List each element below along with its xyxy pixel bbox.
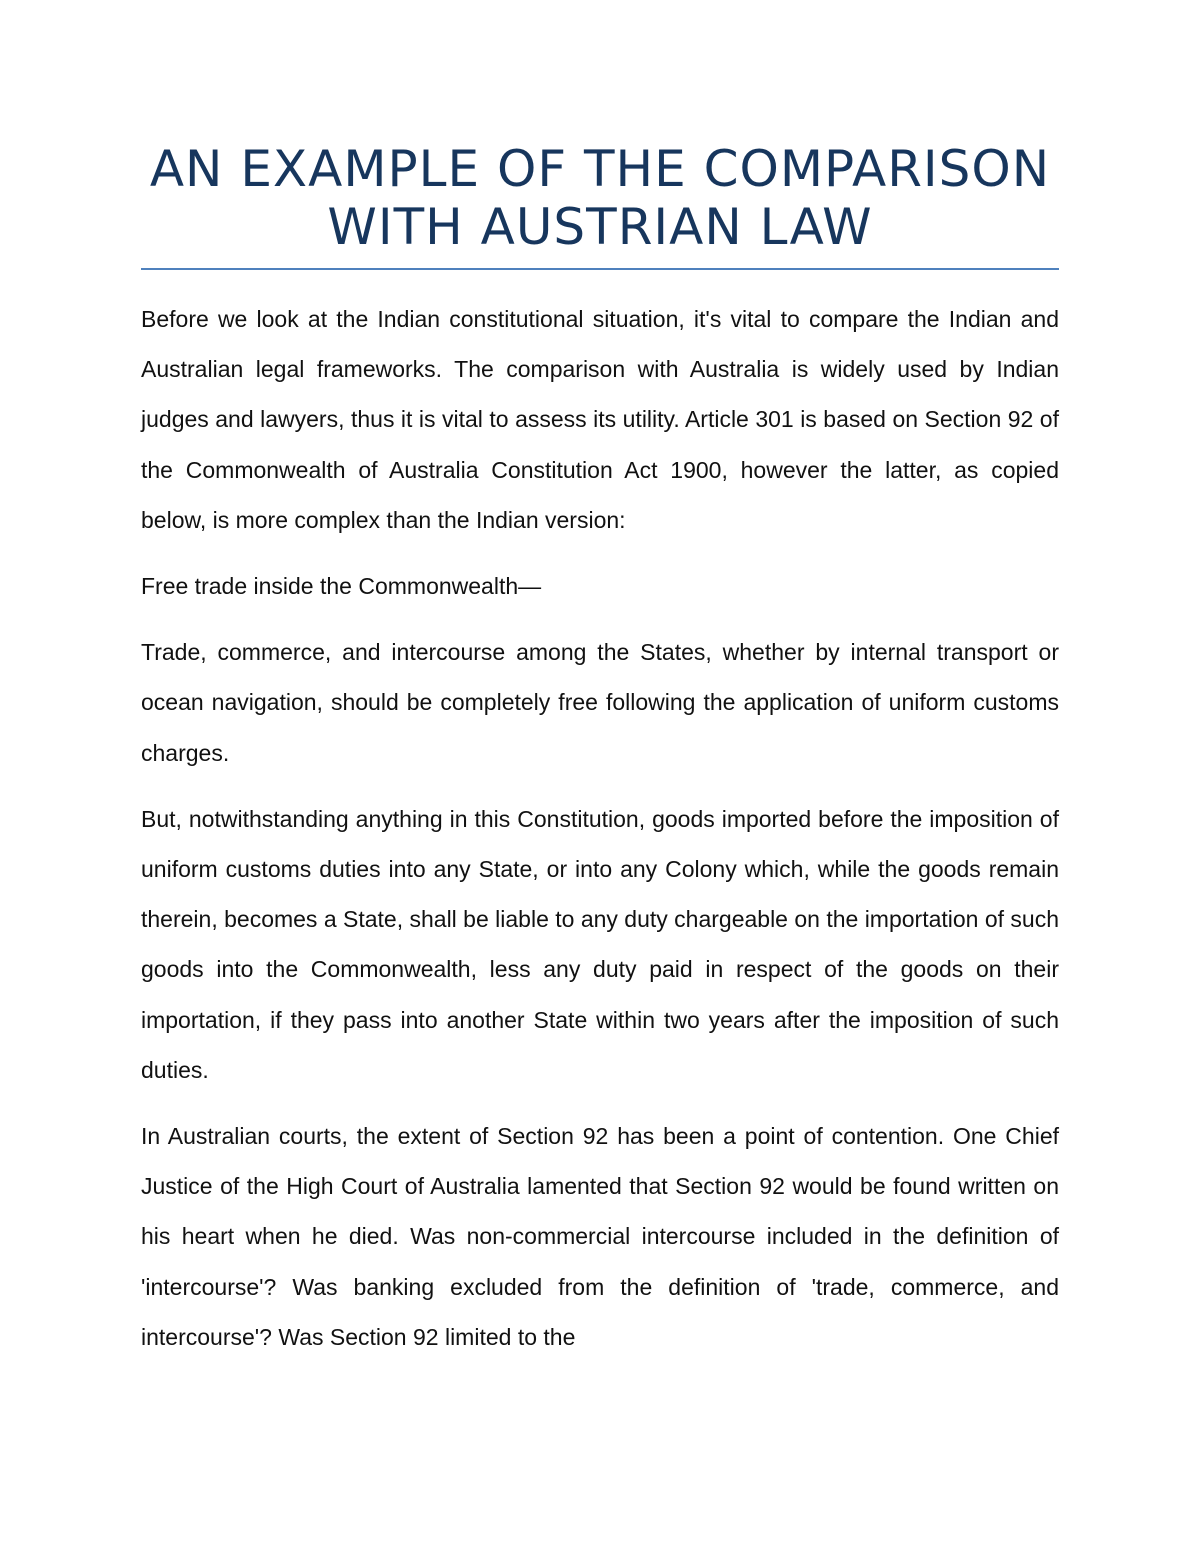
paragraph-section-text-2: But, notwithstanding anything in this Constitution, goods imported before the imposition of uniform customs duties into any State, or into any Colony which, while the goods remain therein, becomes a State, shall be liable to any duty chargeable on the importation of such goods into the Commonwealth, less any duty paid in respect of the goods on their importation, if they pass into another State within two years after the imposition of such duties. xyxy=(141,805,1060,1083)
title-line-1: AN EXAMPLE OF THE COMPARISON xyxy=(149,140,1051,198)
title-line-2: WITH AUSTRIAN LAW xyxy=(327,198,873,256)
paragraph-section-heading: Free trade inside the Commonwealth— xyxy=(141,573,542,600)
document-page xyxy=(141,140,1059,1378)
paragraph-contention: In Australian courts, the extent of Section 92 has been a point of contention. One Chief Justice of the High Court of Australia lamented that Section 92 would be found written on his heart when he died. Was non-commercial intercourse included in the definition of 'intercourse'? Was banking excluded from the definition of 'trade, commerce, and intercourse'? Was Section 92 limited to the xyxy=(141,1123,1059,1350)
paragraph-intro: Before we look at the Indian constitutional situation, it's vital to compare the Indian and Australian legal frameworks. The comparison with Australia is widely used by Indian judges and lawyers, thus it is vital to assess its utility. Article 301 is based on Section 92 of the Commonwealth of Australia Constitution Act 1900, however the latter, as copied below, is more complex than the Indian version: xyxy=(141,306,1059,533)
title-underline xyxy=(141,268,1059,270)
document-title xyxy=(141,140,1059,256)
paragraph-section-text-1: Trade, commerce, and intercourse among the States, whether by internal transport or ocean navigation, should be completely free following the application of uniform customs charges. xyxy=(141,639,1059,766)
